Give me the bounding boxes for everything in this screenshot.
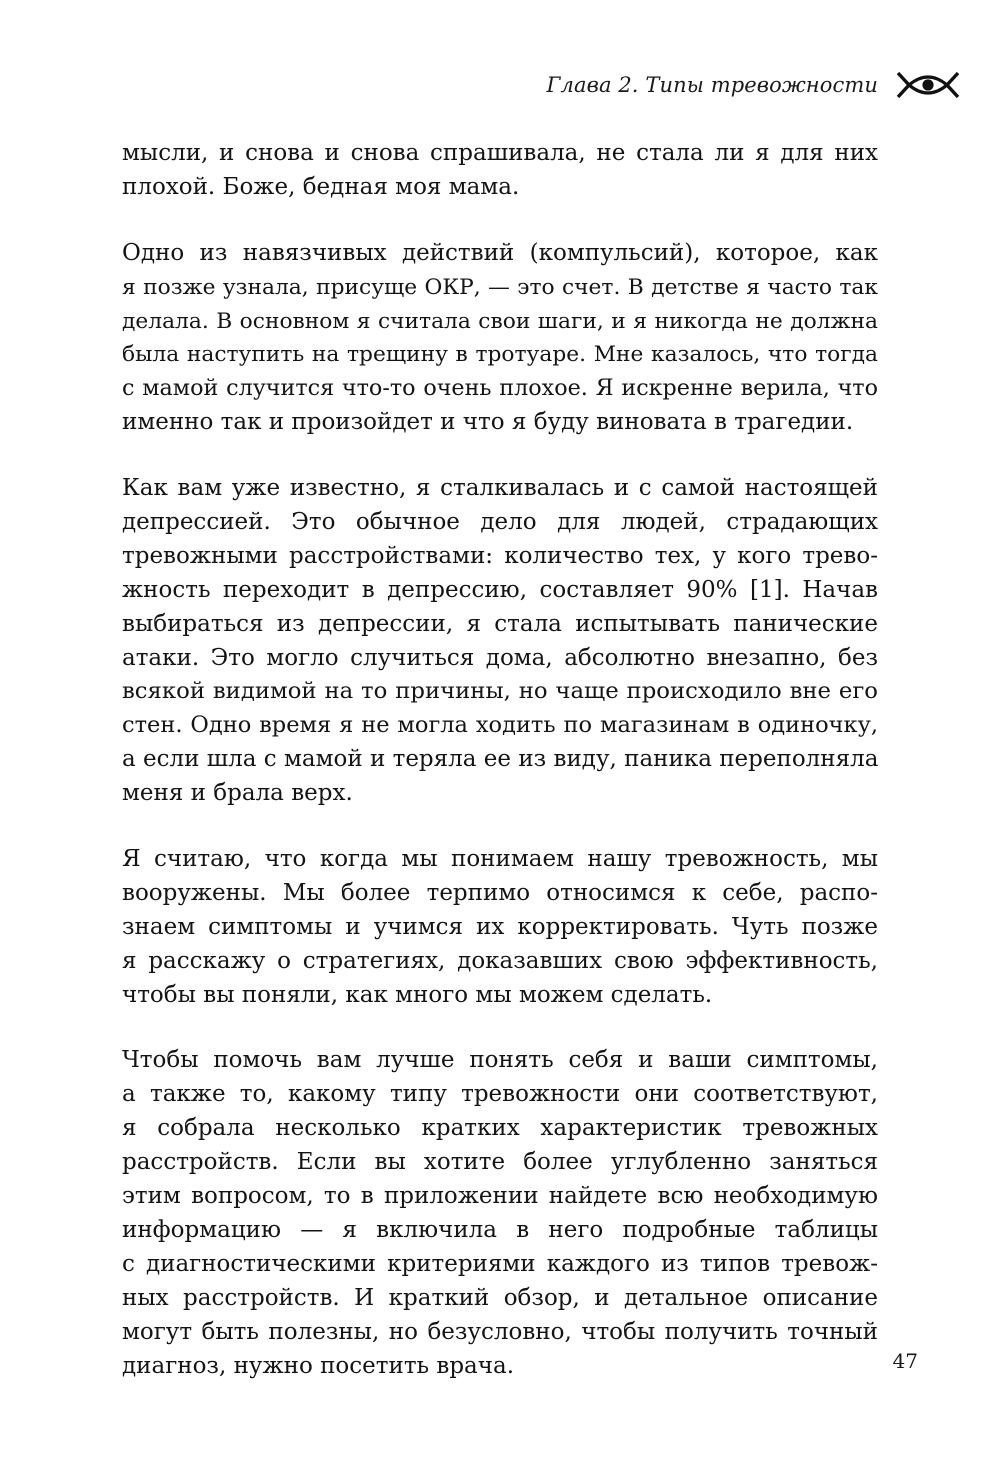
- text-line: я позже узнала, присуще ОКР, — это счет. В детстве я часто так: [122, 274, 878, 300]
- paragraph: [122, 137, 878, 205]
- text-line: я расскажу о стратегиях, доказавших свою эффективность,: [122, 947, 878, 974]
- text-line: я собрала несколько кратких характеристик тревожных: [122, 1115, 878, 1142]
- text-line: атаки. Это могло случиться дома, абсолютно внезапно, без: [122, 644, 878, 671]
- text-line: Я считаю, что когда мы понимаем нашу тревожность, мы: [122, 846, 878, 873]
- text-line: мысли, и снова и снова спрашивала, не стала ли я для них: [122, 140, 878, 166]
- text-line: расстройств. Если вы хотите более углубленно заняться: [122, 1149, 878, 1176]
- text-line: тревожными расстройствами: количество тех, у кого трево-: [122, 542, 878, 569]
- text-line: этим вопросом, то в приложении найдете всю необходимую: [122, 1183, 878, 1210]
- paragraph: [122, 843, 878, 1012]
- text-line: жность переходит в депрессию, составляет 90% [1]. Начав: [122, 576, 878, 603]
- text-line: могут быть полезны, но безусловно, чтобы получить точный: [122, 1318, 878, 1345]
- text-line: с диагностическими критериями каждого из типов тревож-: [122, 1250, 878, 1277]
- page-number: 47: [892, 1349, 918, 1373]
- text-line: ных расстройств. И краткий обзор, и детальное описание: [122, 1284, 878, 1311]
- text-line: Как вам уже известно, я сталкивалась и с самой настоящей: [122, 475, 878, 502]
- text-line: всякой видимой на то причины, но чаще происходило вне его: [122, 678, 878, 705]
- text-line: именно так и произойдет и что я буду виновата в трагедии.: [122, 409, 854, 436]
- running-head: [547, 70, 960, 100]
- text-line: стен. Одно время я не могла ходить по магазинам в одиночку,: [122, 712, 878, 739]
- paragraph: [122, 472, 878, 811]
- text-line: а если шла с мамой и теряла ее из виду, паника переполняла: [122, 746, 879, 773]
- chapter-title: Глава 2. Типы тревожности: [546, 73, 878, 97]
- text-line: плохой. Боже, бедная моя мама.: [122, 173, 520, 200]
- text-line: делала. В основном я считала свои шаги, и я никогда не должна: [122, 308, 878, 334]
- text-line: выбираться из депрессии, я стала испытывать панические: [122, 610, 878, 637]
- text-line: Чтобы помочь вам лучше понять себя и ваши симптомы,: [122, 1047, 878, 1074]
- text-line: диагноз, нужно посетить врача.: [122, 1352, 514, 1379]
- text-line: информацию — я включила в него подробные таблицы: [122, 1216, 878, 1243]
- text-line: депрессией. Это обычное дело для людей, страдающих: [122, 509, 878, 536]
- body-text: [122, 137, 878, 1415]
- paragraph: [122, 1044, 878, 1383]
- eye-icon: [896, 70, 960, 100]
- text-line: меня и брала верх.: [122, 780, 353, 807]
- text-line: с мамой случится что-то очень плохое. Я искренне верила, что: [122, 375, 878, 402]
- text-line: знаем симптомы и учимся их корректировать. Чуть позже: [122, 913, 878, 940]
- text-line: чтобы вы поняли, как много мы можем сделать.: [122, 981, 713, 1008]
- text-line: Одно из навязчивых действий (компульсий), которое, как: [122, 239, 878, 266]
- paragraph: [122, 237, 878, 440]
- text-line: была наступить на трещину в тротуаре. Мне казалось, что тогда: [122, 342, 878, 368]
- text-line: вооружены. Мы более терпимо относимся к себе, распо-: [122, 879, 878, 906]
- text-line: а также то, какому типу тревожности они соответствуют,: [122, 1081, 878, 1108]
